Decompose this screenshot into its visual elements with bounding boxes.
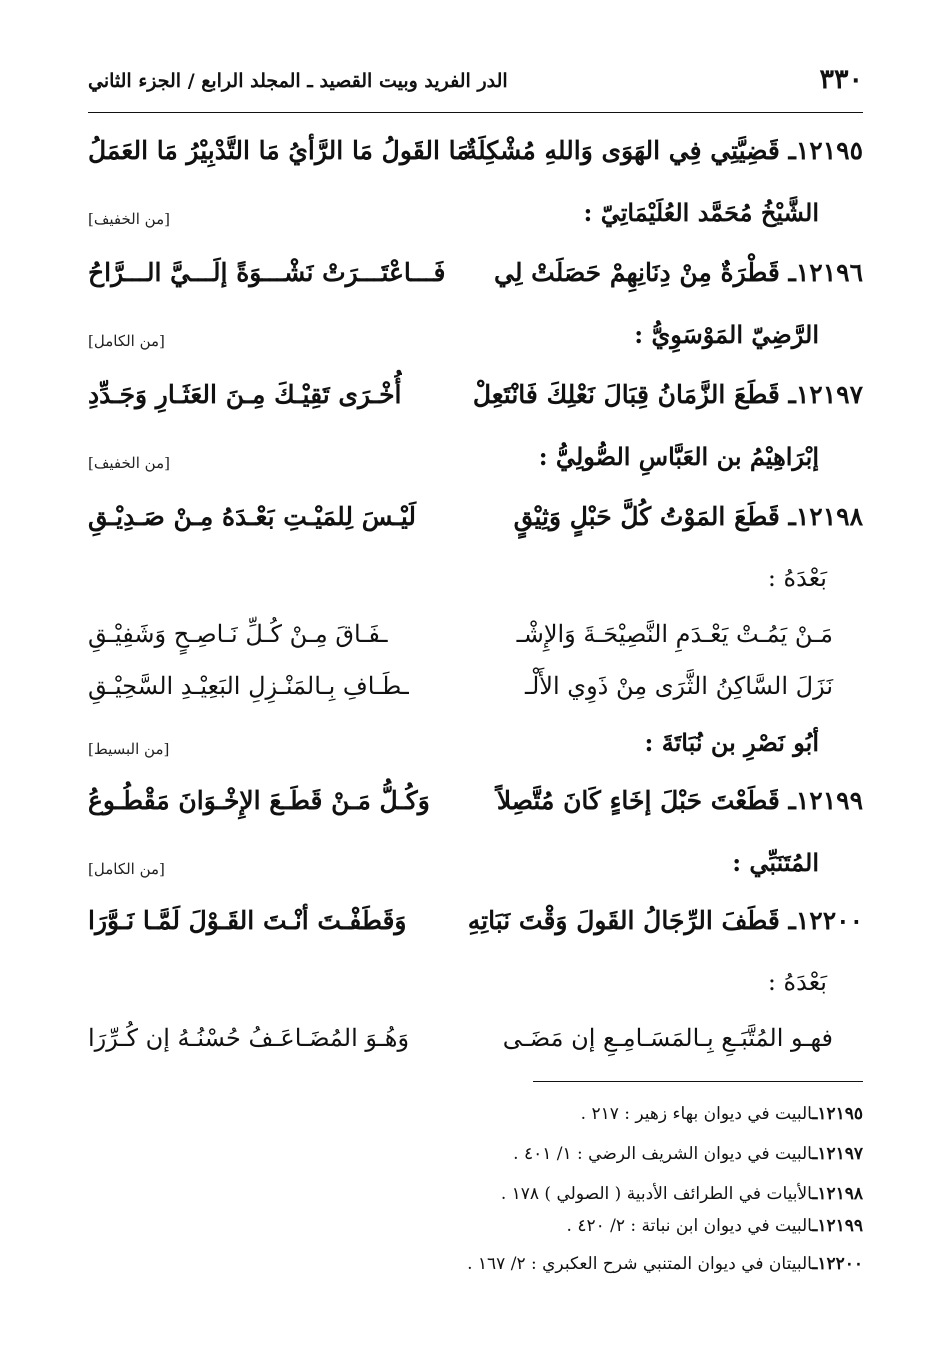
footnote-number: ١٢١٩٥ـ: [812, 1104, 863, 1124]
verse-first-hemistich: ١٢١٩٩ـ قَطَعْتَ حَبْلَ إخَاءٍ كَانَ مُتَّصِلاً: [496, 786, 863, 815]
poet-name: الرَّضِيّ المَوْسَوِيُّ :: [634, 320, 819, 349]
meter-label: [من الخفيف]: [88, 454, 170, 472]
footnote-text: البيت في ديوان ابن نباتة : ٢/ ٤٢٠ .: [566, 1216, 813, 1236]
poet-name: إبْرَاهِيْمُ بن العَبَّاسِ الصُّولِيُّ :: [538, 442, 819, 471]
poet-name: أبُو نَصْرِ بن نُبَاتَةَ :: [644, 728, 819, 757]
verse-first-hemistich: ١٢٢٠٠ـ قَطَفَ الرِّجَالُ القَولَ وَقْتَ نَبَاتِهِ: [467, 906, 863, 935]
poet-name: الشَّيْخُ مُحَمَّد العُلَيْمَاتِيّ :: [583, 198, 819, 227]
footnote-text: البيتان في ديوان المتنبي شرح العكبري : ٢/ ١٦٧ .: [467, 1254, 813, 1274]
verse-second-hemistich: وَكُـلُّ مَـنْ قَطَـعَ الإِخْـوَانَ مَقْطُـوعُ: [88, 786, 430, 815]
meter-label: [من الكامل]: [88, 332, 165, 350]
after-label: بَعْدَهُ :: [767, 968, 827, 996]
verse-first-hemistich: ١٢١٩٨ـ قَطَعَ المَوْتُ كُلَّ حَبْلٍ وَثِيْقٍ: [513, 502, 863, 531]
running-title: الدر الفريد وبيت القصيد ـ المجلد الرابع / الجزء الثاني: [88, 70, 508, 92]
footnote-number: ١٢١٩٩ـ: [812, 1216, 863, 1236]
page-header: [88, 58, 863, 108]
verse-second-hemistich: ـفَـاقَ مِـنْ كُـلِّ نَـاصِـحٍ وَشَفِيْـقِ: [88, 620, 388, 648]
verse-second-hemistich: لَيْـسَ لِلمَيْـتِ بَعْـدَهُ مِـنْ صَـدِيْـقِ: [88, 502, 417, 531]
verse-second-hemistich: ـطَـافِ بِـالمَنْـزِلِ البَعِيْـدِ السَّحِيْـقِ: [88, 672, 409, 700]
meter-label: [من الخفيف]: [88, 210, 170, 228]
footnote-number: ١٢٢٠٠ـ: [812, 1254, 863, 1274]
meter-label: [من الكامل]: [88, 860, 165, 878]
verse-first-hemistich: فهـو المُتَّبَـعِ بِـالمَسَـامِـعِ إن مَضَـى: [502, 1024, 833, 1052]
footnote: [581, 1104, 863, 1124]
verse-first-hemistich: ١٢١٩٧ـ قَطَعَ الزَّمَانُ قِبَالَ نَعْلِكَ فَانْتَعِلْ: [472, 380, 863, 409]
footnote: [501, 1184, 863, 1204]
verse-second-hemistich: وَهُـوَ المُضَـاعَـفُ حُسْنُـهُ إن كُـرِّرَا: [88, 1024, 410, 1052]
verse-first-hemistich: نَزَلَ السَّاكِنُ الثَّرَى مِنْ ذَوِي الأَلْـ: [524, 672, 833, 700]
poet-name: المُتَنَبِّي :: [732, 848, 819, 877]
meter-label: [من البسيط]: [88, 740, 170, 758]
verse-first-hemistich: ١٢١٩٦ـ قَطْرَةٌ مِنْ دِنَانِهِمْ حَصَلَتْ لِي: [494, 258, 863, 287]
verse-first-hemistich: مَـنْ يَمُـتْ يَعْـدَمِ النَّصِيْحَـةَ وَالإِشْـ: [516, 620, 833, 648]
footnote: [513, 1144, 863, 1164]
verse-first-hemistich: ١٢١٩٥ـ قَضِيَّتِي فِي الهَوَى وَاللهِ مُشْكِلَةٌ: [464, 136, 863, 165]
footnote-rule: [533, 1081, 863, 1082]
footnote: [467, 1254, 863, 1274]
footnote-text: البيت في ديوان الشريف الرضي : ١/ ٤٠١ .: [513, 1144, 813, 1164]
page-number: ٣٣٠: [819, 64, 863, 95]
footnote: [567, 1216, 863, 1236]
footnote-text: البيت في ديوان بهاء زهير : ٢١٧ .: [580, 1104, 813, 1124]
verse-second-hemistich: أُخْـرَى تَقِيْـكَ مِـنَ العَثَـارِ وَجَـدِّدِ: [88, 380, 402, 409]
footnote-number: ١٢١٩٧ـ: [812, 1144, 863, 1164]
footnote-text: الأبيات في الطرائف الأدبية ( الصولي ) ١٧٨ .: [500, 1184, 813, 1204]
header-rule: [88, 112, 863, 113]
after-label: بَعْدَهُ :: [767, 564, 827, 592]
verse-second-hemistich: مَا القَولُ مَا الرَّأيُ مَا التَّدْبِيْرُ مَا العَمَلُ: [88, 136, 470, 165]
verse-second-hemistich: وَقَطَفْـتَ أنْـتَ القَـوْلَ لَمَّـا نَـوَّرَا: [88, 906, 407, 935]
verse-second-hemistich: فَـــاعْتَـــرَتْ نَشْـــوَةً إلَـــيَّ الـــرَّاحُ: [88, 258, 446, 287]
footnote-number: ١٢١٩٨ـ: [812, 1184, 863, 1204]
